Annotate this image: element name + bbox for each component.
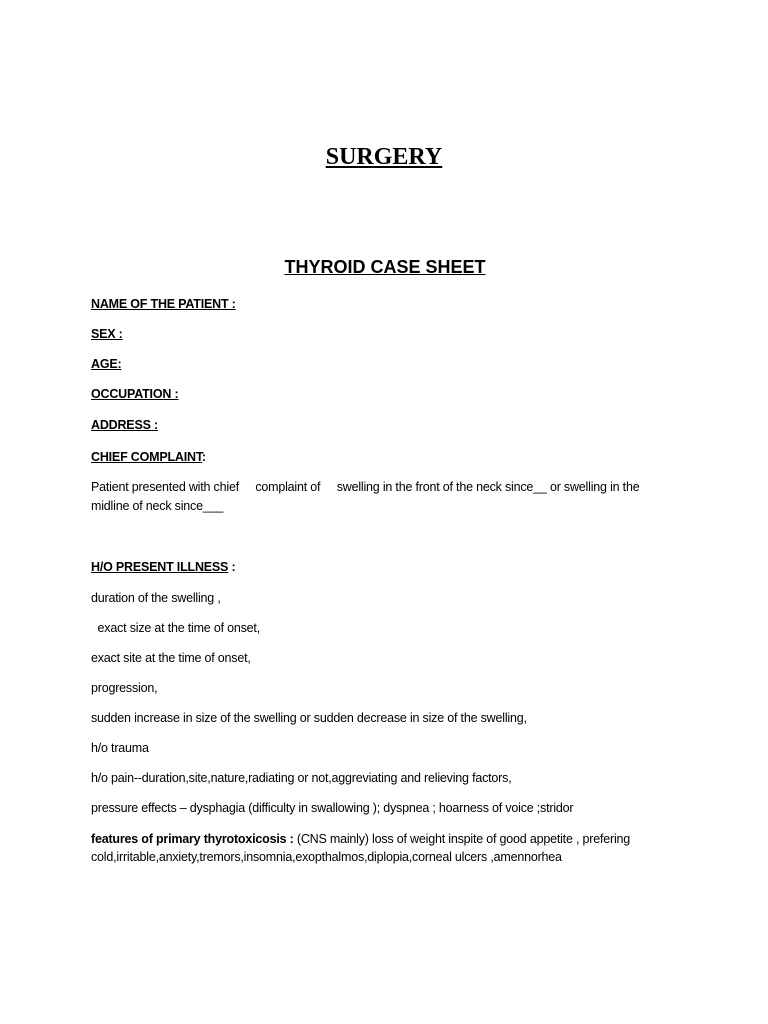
illness-item: h/o pain--duration,site,nature,radiating or not,aggreviating and relieving factors, — [91, 771, 512, 785]
illness-item: pressure effects – dysphagia (difficulty in swallowing ); dyspnea ; hoarness of voice ;stridor — [91, 801, 574, 815]
chief-complaint-line-2: midline of neck since___ — [91, 499, 224, 513]
field-sex: SEX : — [91, 327, 123, 341]
thyrotoxicosis-line-2: cold,irritable,anxiety,tremors,insomnia,exopthalmos,diplopia,corneal ulcers ,amennorhea — [91, 850, 562, 864]
thyrotoxicosis-line-1 — [91, 832, 630, 846]
illness-item: sudden increase in size of the swelling or sudden decrease in size of the swelling, — [91, 711, 527, 725]
illness-item: exact size at the time of onset, — [91, 621, 260, 635]
page-title: SURGERY — [325, 144, 443, 170]
case-sheet-title: THYROID CASE SHEET — [284, 257, 486, 277]
chief-complaint-line-1: Patient presented with chief complaint of swelling in the front of the neck since__ or swelling in the — [91, 480, 640, 494]
thyrotoxicosis-label: features of primary thyrotoxicosis : — [91, 832, 294, 846]
field-occupation: OCCUPATION : — [91, 387, 179, 401]
chief-complaint-heading — [91, 450, 206, 464]
illness-item: progression, — [91, 681, 158, 695]
illness-item: h/o trauma — [91, 741, 149, 755]
illness-item: duration of the swelling , — [91, 591, 221, 605]
field-age: AGE: — [91, 357, 122, 371]
present-illness-label: H/O PRESENT ILLNESS — [91, 560, 229, 574]
field-name: NAME OF THE PATIENT : — [91, 297, 236, 311]
present-illness-colon: : — [228, 560, 236, 574]
thyrotoxicosis-text: (CNS mainly) loss of weight inspite of good appetite , prefering — [293, 832, 631, 846]
chief-complaint-colon: : — [201, 450, 206, 464]
illness-item: exact site at the time of onset, — [91, 651, 251, 665]
present-illness-heading — [91, 560, 235, 574]
chief-complaint-label: CHIEF COMPLAINT — [91, 450, 202, 464]
field-address: ADDRESS : — [91, 418, 158, 432]
